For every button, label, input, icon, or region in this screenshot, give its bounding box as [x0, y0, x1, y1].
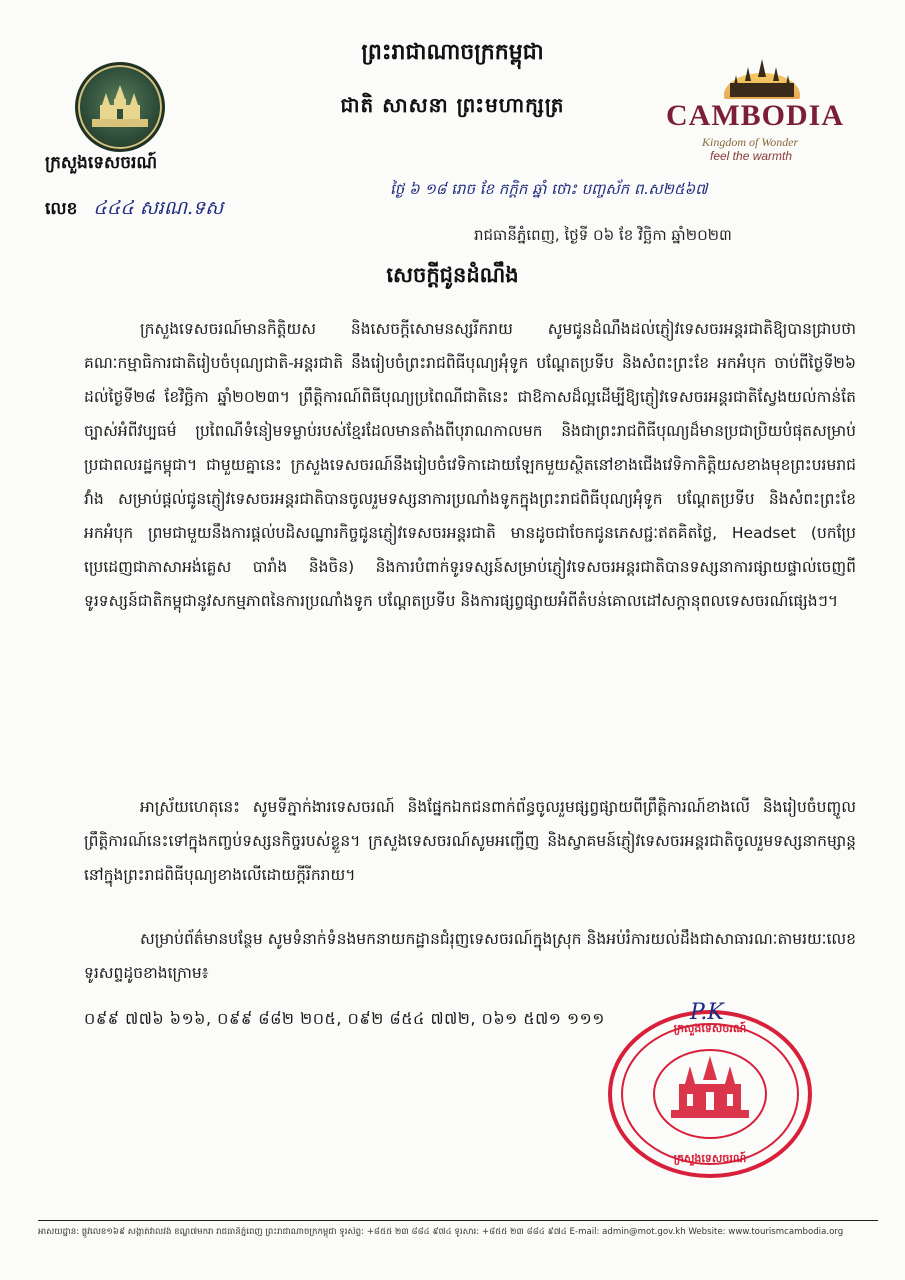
angkor-icon: [722, 55, 802, 99]
ministry-name: ក្រសួងទេសចរណ៍: [45, 153, 158, 173]
temple-icon: [92, 83, 148, 127]
brand-name: CAMBODIA: [666, 99, 844, 132]
paragraph-announcement: ក្រសួងទេសចរណ៍មានកិត្តិយស និងសេចក្ដីសោមនស្សរីករាយ សូមជូនដំណឹងដល់ភ្ញៀវទេសចរអន្តរជាតិឱ្យបានជ្រាបថា គណៈកម្មាធិការជាតិរៀបចំបុណ្យជាតិ-អន្តរជាតិ នឹងរៀបចំព្រះរាជពិធីបុណ្យអុំទូក បណ្ដែតប្រទីប និងសំពះព្រះខែ អកអំបុក ចាប់ពីថ្ងៃទី២៦ ដល់ថ្ងៃទី២៨ ខែវិច្ឆិកា ឆ្នាំ២០២៣។ ព្រឹត្តិការណ៍ពិធីបុណ្យប្រពៃណីជាតិនេះ ជាឱកាសដ៏ល្អដើម្បីឱ្យភ្ញៀវទេសចរអន្តរជាតិស្វែងយល់កាន់តែច្បាស់អំពីវប្បធម៌ ប្រពៃណីទំនៀមទម្លាប់របស់ខ្មែរដែលមានតាំងពីបុរាណកាលមក និងជាព្រះរាជពិធីបុណ្យដ៏មានប្រជាប្រិយបំផុតសម្រាប់ប្រជាពលរដ្ឋកម្ពុជា។ ជាមួយគ្នានេះ ក្រសួងទេសចរណ៍នឹងរៀបចំវេទិកាដោយឡែកមួយស្ថិតនៅខាងជើងវេទិកាកិត្តិយសខាងមុខព្រះបរមរាជវាំង សម្រាប់ផ្ដល់ជូនភ្ញៀវទេសចរអន្តរជាតិបានចូលរួមទស្សនាការប្រណាំងទូកក្នុងព្រះរាជពិធីបុណ្យអុំទូក បណ្ដែតប្រទីប និងសំពះព្រះខែ អកអំបុក ព្រមជាមួយនឹងការផ្ដល់បដិសណ្ឋារកិច្ចជូនភ្ញៀវទេសចរអន្តរជាតិ មានដូចជាចែកជូនភេសជ្ជៈឥតគិតថ្លៃ, Headset (បកប្រែប្រេដេញជាភាសាអង់គ្លេស បារាំង និងចិន) និងការបំពាក់ទូរទស្សន៍សម្រាប់ភ្ញៀវទេសចរអន្តរជាតិបានទស្សនាការផ្សាយផ្ទាល់ចេញពីទូរទស្សន៍ជាតិកម្ពុជានូវសកម្មភាពនៃការប្រណាំងទូក បណ្ដែតប្រទីប និងការផ្សព្វផ្សាយអំពីតំបន់គោលដៅសក្ដានុពលទេសចរណ៍ផ្សេងៗ។: [84, 320, 856, 610]
lunar-date-text: ថ្ងៃ ៦ ១៨ រោច ខែ កក្ដិក ឆ្នាំ ថោះ បញ្ចស័ក ព.ស២៥៦៧: [390, 180, 708, 198]
lunar-date: [390, 180, 707, 202]
paragraph-contact: សម្រាប់ព័ត៌មានបន្ថែម សូមទំនាក់ទំនងមកនាយកដ្ឋានជំរុញទេសចរណ៍ក្នុងស្រុក និងអប់រំការយល់ដឹងជាសាធារណៈតាមរយៈលេខទូរសព្ទដូចខាងក្រោម៖: [84, 930, 856, 982]
brand-slogan: feel the warmth: [710, 149, 793, 163]
paragraph-request: អាស្រ័យហេតុនេះ សូមទីភ្នាក់ងារទេសចរណ៍ និងផ្នែកឯកជនពាក់ព័ន្ធចូលរួមផ្សព្វផ្សាយពីព្រឹត្តិការណ៍ខាងលើ និងរៀបចំបញ្ចូលព្រឹត្តិការណ៍នេះទៅក្នុងកញ្ចប់ទស្សនកិច្ចរបស់ខ្លួន។ ក្រសួងទេសចរណ៍សូមអញ្ជើញ និងស្វាគមន៍ភ្ញៀវទេសចរអន្តរជាតិចូលរួមទស្សនាកម្សាន្តនៅក្នុងព្រះរាជពិធីបុណ្យខាងលើដោយក្ដីរីករាយ។: [84, 798, 856, 884]
kingdom-heading: ព្រះរាជាណាចក្រកម្ពុជា: [361, 40, 544, 65]
reference-number: [45, 196, 223, 224]
footer-contact: អាសយដ្ឋាន: ផ្លូវលេខ១៦៩ សង្កាត់វាលវង់ ខណ្ឌ៧មករា រាជធានីភ្នំពេញ ព្រះរាជាណាចក្រកម្ពុជា ទូរស័ព្ទ: +៨៥៥ ២៣ ៨៨៤ ៩៧៤ ទូរសារ: +៨៥៥ ២៣ ៨៨៤ ៩៧៤ E-mail: admin@mot.gov.kh Website: www.tourismcambodia.org: [38, 1227, 844, 1237]
stamp-top-text: ក្រសួងទេសចរណ៍: [673, 1022, 747, 1035]
place-date: [474, 226, 732, 248]
footer-divider: [38, 1220, 878, 1221]
reference-label: លេខ: [45, 199, 78, 219]
ministry-logo: [75, 62, 165, 152]
document-title: សេចក្ដីជូនដំណឹង: [386, 263, 519, 287]
place-date-text: រាជធានីភ្នំពេញ, ថ្ងៃទី ០៦ ខែ វិច្ឆិកា ឆ្នាំ២០២៣: [474, 226, 732, 244]
reference-value: ៤៤៤ សរណ.ទស: [93, 197, 224, 219]
brand-tagline: Kingdom of Wonder: [702, 135, 799, 149]
phone-numbers: ០៩៩ ៧៧៦ ៦១៦, ០៩៩ ៨៨២ ២០៥, ០៩២ ៨៥៤ ៧៧២, ០៦១ ៥៧១ ១១១: [84, 1009, 605, 1028]
official-stamp: [605, 1008, 815, 1180]
signature: P.K: [690, 1000, 724, 1025]
stamp-bottom-text: ក្រសួងទេសចរណ៍: [673, 1152, 747, 1165]
national-motto: ជាតិ សាសនា ព្រះមហាក្សត្រ: [340, 93, 565, 117]
cambodia-brand-logo: [660, 55, 860, 167]
